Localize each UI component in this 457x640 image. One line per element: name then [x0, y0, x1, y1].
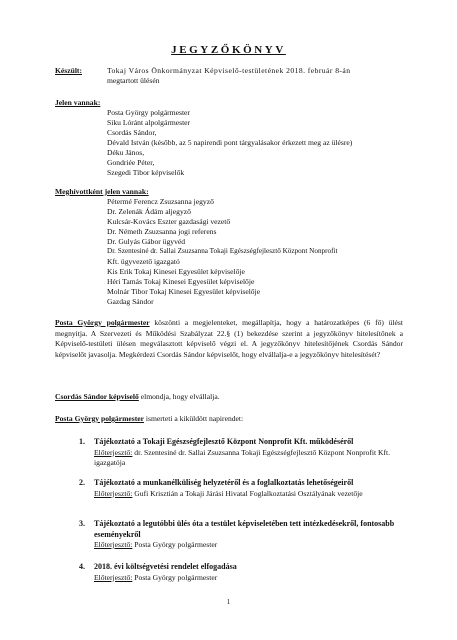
jelen-label: Jelen vannak: [55, 98, 101, 107]
agenda-item [94, 562, 414, 583]
agenda-item [94, 478, 414, 499]
agenda-item [94, 519, 414, 551]
agenda-number: 2. [79, 478, 85, 487]
agenda-presenter: Előterjesztő: Gufi Krisztián a Tokaji Járási Hivatal Foglalkoztatási Osztályának vezetője [94, 488, 363, 498]
page-number: 1 [226, 598, 231, 606]
document-title: JEGYZŐKÖNYV [171, 44, 286, 56]
speaker-name: Posta György polgármester [55, 414, 144, 423]
agenda-number: 3. [79, 519, 85, 528]
meghivott-person: Dr. Zelenák Ádám aljegyző [107, 207, 191, 216]
paragraph-text: elmondja, hogy elvállalja. [140, 392, 220, 401]
agenda-title: 2018. évi költségvetési rendelet elfogadása [94, 562, 237, 571]
meghivott-person: Pétermé Ferencz Zsuzsanna jegyző [107, 197, 214, 206]
meghivott-person: Dr. Németh Zsuzsanna jogi referens [107, 227, 217, 236]
meghivott-person: Dr. Gulyás Gábor ügyvéd [107, 237, 186, 246]
opening-paragraph [55, 318, 403, 360]
agenda-item [94, 437, 414, 469]
paragraph-text: köszönti a megjelenteket, megállapítja, hogy a határozatképes (6 fő) ülést megnyitja. A Szervezeti és Működési Szabályzat 22.§ (1) bekezdése szerint a jegyzőkönyv hitelesítőnek a Képviselő-testületi ülésen megválasztott képviselő végzi el. A jegyzőkönyv hitelesítőjének Csordás Sándor képviselőt javasolja. Megkérdezi Csordás Sándor képviselőt, hogy elvállalja-e a jegyzőkönyv hitelesítését? [55, 318, 403, 359]
meghivott-person: Gazdag Sándor [107, 297, 154, 306]
agenda-number: 4. [79, 562, 85, 571]
speaker-name: Posta György polgármester [55, 318, 150, 327]
keszult-label: Készült: [55, 66, 82, 75]
keszult-line-1: Tokaj Város Önkormányzat Képviselő-testületének 2018. február 8-án [107, 66, 351, 75]
response-paragraph [55, 392, 403, 403]
agenda-number: 1. [79, 437, 85, 446]
meghivott-person: Kft. ügyvezető igazgató [107, 257, 180, 266]
jelen-person: Déku János, [107, 148, 145, 157]
jelen-person: Posta György polgármester [107, 108, 190, 117]
agenda-presenter: Előterjesztő: Posta György polgármester [94, 540, 218, 549]
jelen-person: Csordás Sándor, [107, 128, 157, 137]
agenda-presenter: Előterjesztő: Posta György polgármester [94, 572, 218, 582]
meghivott-person: Molnár Tibor Tokaj Kinesei Egyesület képviselője [107, 287, 261, 296]
agenda-presenter: Előterjesztő: dr. Szentesiné dr. Sallai Zsuzsanna Tokaji Egészségfejlesztő Központ Nonprofit Kft. igazgatója [94, 447, 391, 467]
meghivott-person: Kulcsár-Kovács Eszter gazdasági vezető [107, 217, 231, 226]
meghivott-person: Héri Tamás Tokaj Kinesei Egyesület képviselője [107, 277, 255, 286]
meghivott-person: Kis Erik Tokaj Kinesei Egyesület képviselője [107, 267, 245, 276]
agenda-intro-paragraph [55, 414, 403, 425]
jelen-person: Siku Lóránt alpolgármester [107, 118, 191, 127]
paragraph-text: ismerteti a kiküldött napirendet: [145, 414, 244, 423]
jelen-person: Dévald István (később, az 5 napirendi pont tárgyalásakor érkezett meg az ülésre) [107, 138, 353, 147]
agenda-title: Tájékoztató a legutóbbi ülés óta a testület képviseletében tett intézkedésekről, fontosabb eseményekről [94, 519, 395, 539]
jelen-person: Gondriée Péter, [107, 158, 155, 167]
agenda-title: Tájékoztató a munkanélküliség helyzetéről és a foglalkoztatás lehetőségeiről [94, 478, 354, 487]
meghivott-label: Meghívottként jelen vannak: [55, 187, 149, 196]
jelen-person: Szegedi Tibor képviselők [107, 168, 185, 177]
speaker-name: Csordás Sándor képviselő [55, 392, 139, 401]
meghivott-person: Dr. Szentesiné dr. Sallai Zsuzsanna Tokaji Egészségfejlesztő Központ Nonprofit [107, 247, 338, 255]
keszult-line-2: megtartott ülésén [107, 76, 160, 85]
agenda-title: Tájékoztató a Tokaji Egészségfejlesztő Központ Nonprofit Kft. működéséről [94, 437, 354, 446]
